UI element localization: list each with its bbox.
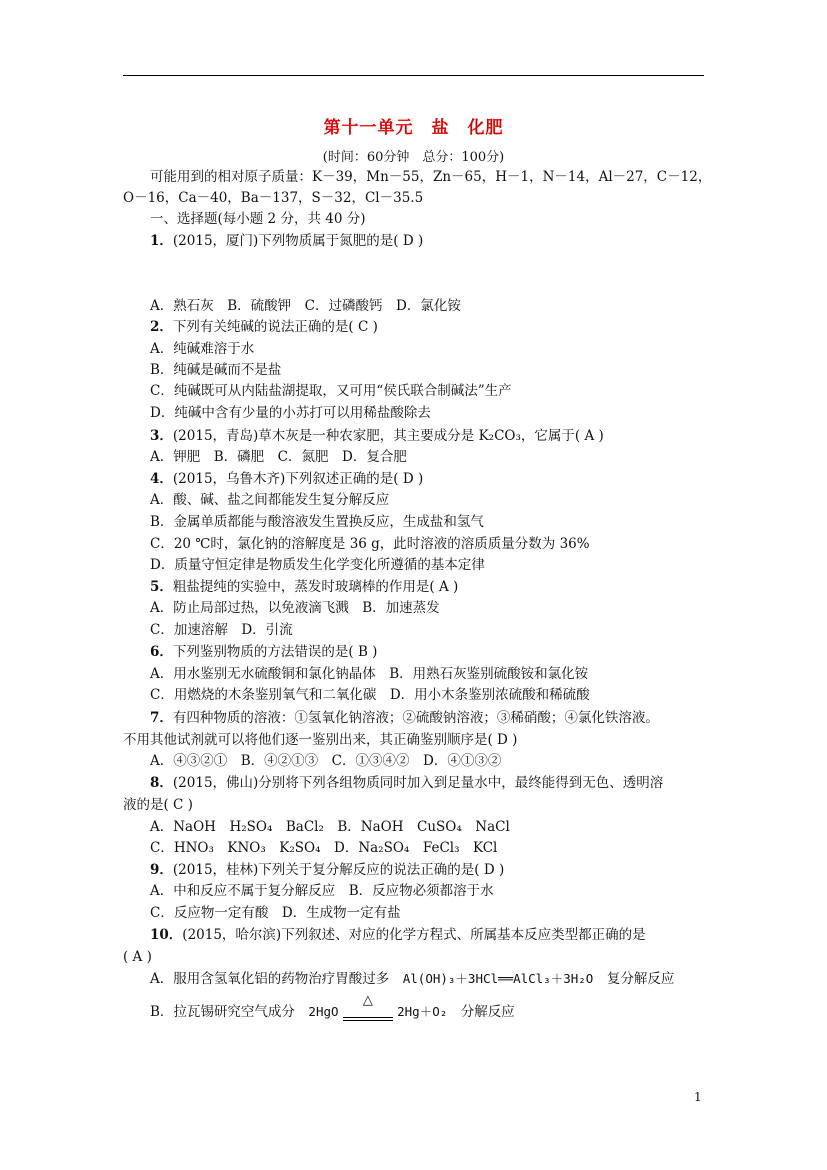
question-8-stem: 8．(2015，佛山)分别将下列各组物质同时加入到足量水中，最终能得到无色、透明溶 <box>150 775 664 791</box>
question-2-stem: 2．下列有关纯碱的说法正确的是( C ) <box>150 319 378 335</box>
equation-reactant: 2HgO <box>308 1004 339 1019</box>
question-9-options-cd: C．反应物一定有酸 D．生成物一定有盐 <box>150 905 401 921</box>
question-8-options-cd: C．HNO₃ KNO₃ K₂SO₄ D．Na₂SO₄ FeCl₃ KCl <box>150 840 498 856</box>
question-10-option-a: A．服用含氢氧化铝的药物治疗胃酸过多 Al(OH)₃＋3HCl══AlCl₃＋3H₂O 复分解反应 <box>150 971 675 987</box>
question-number: 5． <box>150 579 173 595</box>
question-3-options: A．钾肥 B．磷肥 C．氮肥 D．复合肥 <box>150 449 407 465</box>
question-2-option-d: D．纯碱中含有少量的小苏打可以用稀盐酸除去 <box>150 405 431 421</box>
question-number: 1． <box>150 233 173 249</box>
question-1-options: A．熟石灰 B．硫酸钾 C．过磷酸钙 D．氯化铵 <box>150 298 461 314</box>
atomic-masses-line-1: 可能用到的相对原子质量：K－39，Mn－55，Zn－65，H－1，N－14，Al－27，C－12， <box>150 169 712 185</box>
question-10-stem: 10．(2015，哈尔滨)下列叙述、对应的化学方程式、所属基本反应类型都正确的是 <box>150 927 646 943</box>
question-4-option-a: A．酸、碱、盐之间都能发生复分解反应 <box>150 492 390 508</box>
question-1-stem: 1．(2015，厦门)下列物质属于氮肥的是( D ) <box>150 233 424 249</box>
question-8-stem-cont: 液的是( C ) <box>123 797 193 813</box>
question-number: 9． <box>150 862 173 878</box>
question-3-stem: 3．(2015，青岛)草木灰是一种农家肥，其主要成分是 K₂CO₃，它属于( A ) <box>150 428 604 444</box>
question-7-options: A．④③②① B．④②①③ C．①③④② D．④①③② <box>150 753 502 769</box>
equation-product: 2Hg＋O₂ <box>397 1004 448 1019</box>
page-number: 1 <box>694 1090 702 1104</box>
question-2-option-b: B．纯碱是碱而不是盐 <box>150 362 282 378</box>
question-10-stem-cont: ( A ) <box>123 949 152 965</box>
question-number: 10． <box>150 927 183 943</box>
question-5-stem: 5．粗盐提纯的实验中，蒸发时玻璃棒的作用是( A ) <box>150 579 459 595</box>
question-4-option-b: B．金属单质都能与酸溶液发生置换反应，生成盐和氢气 <box>150 514 484 530</box>
header-rule <box>123 75 704 76</box>
question-number: 8． <box>150 775 173 791</box>
question-4-option-d: D．质量守恒定律是物质发生化学变化所遵循的基本定律 <box>150 557 485 573</box>
question-number: 2． <box>150 319 173 335</box>
question-4-stem: 4．(2015，乌鲁木齐)下列叙述正确的是( D ) <box>150 471 424 487</box>
question-10-option-b: B．拉瓦锡研究空气成分 2HgO △ 2Hg＋O₂ 分解反应 <box>150 993 515 1020</box>
question-9-stem: 9．(2015，桂林)下列关于复分解反应的说法正确的是( D ) <box>150 862 505 878</box>
question-7-stem-cont: 不用其他试剂就可以将他们逐一鉴别出来，其正确鉴别顺序是( D ) <box>123 732 518 748</box>
question-8-options-ab: A．NaOH H₂SO₄ BaCl₂ B．NaOH CuSO₄ NaCl <box>150 819 510 835</box>
heat-triangle-icon: △ <box>362 993 373 1008</box>
question-4-option-c: C．20 ℃时，氯化钠的溶解度是 36 g，此时溶液的溶质质量分数为 36% <box>150 536 590 552</box>
question-6-options-ab: A．用水鉴别无水硫酸铜和氯化钠晶体 B．用熟石灰鉴别硫酸铵和氯化铵 <box>150 666 589 682</box>
equation-equals <box>343 1017 393 1021</box>
heat-condition <box>343 993 393 1021</box>
question-9-options-ab: A．中和反应不属于复分解反应 B．反应物必须都溶于水 <box>150 883 494 899</box>
exam-info: (时间：60分钟 总分：100分) <box>322 150 505 165</box>
question-6-stem: 6．下列鉴别物质的方法错误的是( B ) <box>150 644 378 660</box>
page-title: 第十一单元 盐 化肥 <box>323 118 504 138</box>
section-heading: 一、选择题(每小题 2 分，共 40 分) <box>150 211 366 227</box>
question-5-options-ab: A．防止局部过热，以免液滴飞溅 B．加速蒸发 <box>150 600 440 616</box>
question-number: 6． <box>150 644 173 660</box>
question-number: 7． <box>150 710 173 726</box>
question-number: 4． <box>150 471 173 487</box>
question-2-option-c: C．纯碱既可从内陆盐湖提取，又可用“侯氏联合制碱法”生产 <box>150 383 512 399</box>
chemical-equation: Al(OH)₃＋3HCl══AlCl₃＋3H₂O <box>402 971 594 986</box>
question-6-options-cd: C．用燃烧的木条鉴别氧气和二氧化碳 D．用小木条鉴别浓硫酸和稀硫酸 <box>150 687 590 703</box>
question-2-option-a: A．纯碱难溶于水 <box>150 341 255 357</box>
question-number: 3． <box>150 428 173 444</box>
question-7-stem: 7．有四种物质的溶液：①氢氧化钠溶液；②硫酸钠溶液；③稀硝酸；④氯化铁溶液。 <box>150 710 659 726</box>
question-5-options-cd: C．加速溶解 D．引流 <box>150 622 293 638</box>
atomic-masses-line-2: O－16，Ca－40，Ba－137，S－32，Cl－35.5 <box>123 190 424 206</box>
